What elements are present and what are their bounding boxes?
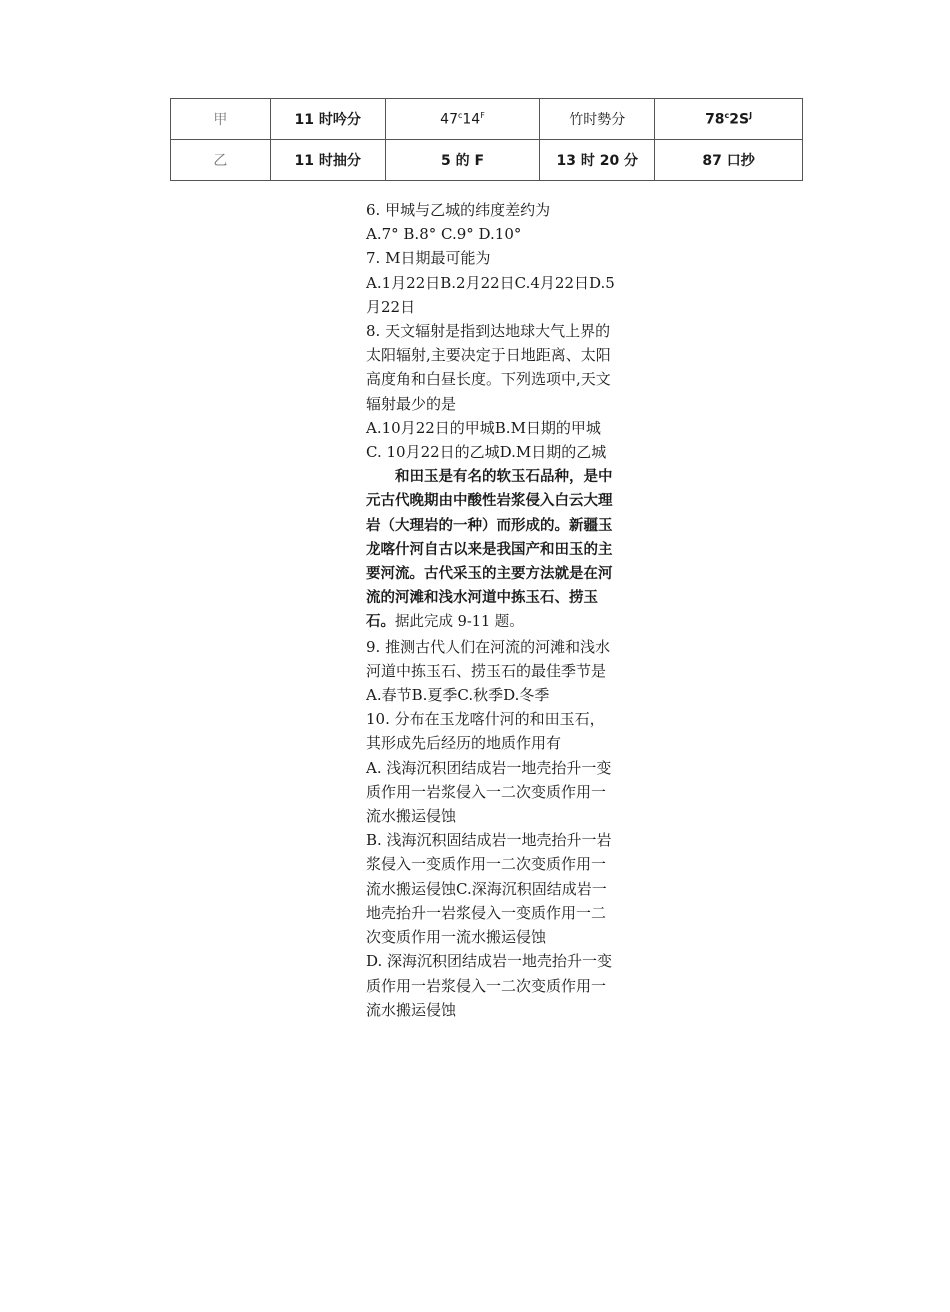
city-cell: 乙 [171, 140, 271, 181]
table-cell: 11 时吟分 [270, 99, 385, 140]
question-8-options-ab: A.10月22日的甲城B.M日期的甲城 [366, 418, 601, 437]
question-10-option-d: D. 深海沉积团结成岩一地壳抬升一变质作用一岩浆侵入一二次变质作用一流水搬运侵蚀 [366, 952, 613, 1019]
question-9: 9. 推测古代人们在河流的河滩和浅水河道中拣玉石、捞玉石的最佳季节是 [366, 637, 611, 680]
question-10-option-bc: B. 浅海沉积固结成岩一地壳抬升一岩浆侵入一变质作用一二次变质作用一流水搬运侵蚀C.深海沉积固结成岩一地壳抬升一岩浆侵入一变质作用一二次变质作用一流水搬运侵蚀 [366, 831, 612, 947]
table-cell: 竹时勢分 [540, 99, 655, 140]
table-row [171, 99, 803, 140]
table-cell: 11 时抽分 [270, 140, 385, 181]
question-6: 6. 甲城与乙城的纬度差约为 [366, 201, 551, 219]
reading-passage: 和田玉是有名的软玉石品种，是中元古代晚期由中酸性岩浆侵入白云大理岩（大理岩的一种）而形成的。新疆玉龙喀什河自古以来是我国产和田玉的主要河流。古代采玉的主要方法就是在河流的河滩和浅水河道中拣玉石、捞玉石。据此完成 9-11 题。 [366, 469, 613, 631]
table-cell: 87 口抄 [655, 140, 803, 181]
question-10-option-a: A. 浅海沉积团结成岩一地壳抬升一变质作用一岩浆侵入一二次变质作用一流水搬运侵蚀 [366, 758, 612, 826]
question-7: 7. M日期最可能为 [366, 249, 491, 268]
question-8: 8. 天文辐射是指到达地球大气上界的太阳辐射,主要决定于日地距离、太阳高度角和白昼长度。下列选项中,天文辐射最少的是 [366, 322, 611, 413]
question-10: 10. 分布在玉龙喀什河的和田玉石，其形成先后经历的地质作用有 [366, 710, 605, 753]
city-cell: 甲 [171, 99, 271, 140]
question-8-options-cd: C. 10月22日的乙城D.M日期的乙城 [366, 443, 607, 462]
table-cell: $78^c2S^J$ [655, 99, 803, 140]
table-row [171, 140, 803, 181]
question-6-options: A.7° B.8° C.9° D.10° [366, 225, 522, 244]
question-column [366, 198, 616, 1022]
table-cell: $47^c14^F$ [385, 99, 540, 140]
question-9-options: A.春节B.夏季C.秋季D.冬季 [366, 686, 550, 705]
table-cell: 13 时 20 分 [540, 140, 655, 181]
question-7-options: A.1月22日B.2月22日C.4月22日D.5月22日 [366, 273, 615, 316]
table-cell: 5 的 F [385, 140, 540, 181]
city-data-table [170, 98, 803, 181]
